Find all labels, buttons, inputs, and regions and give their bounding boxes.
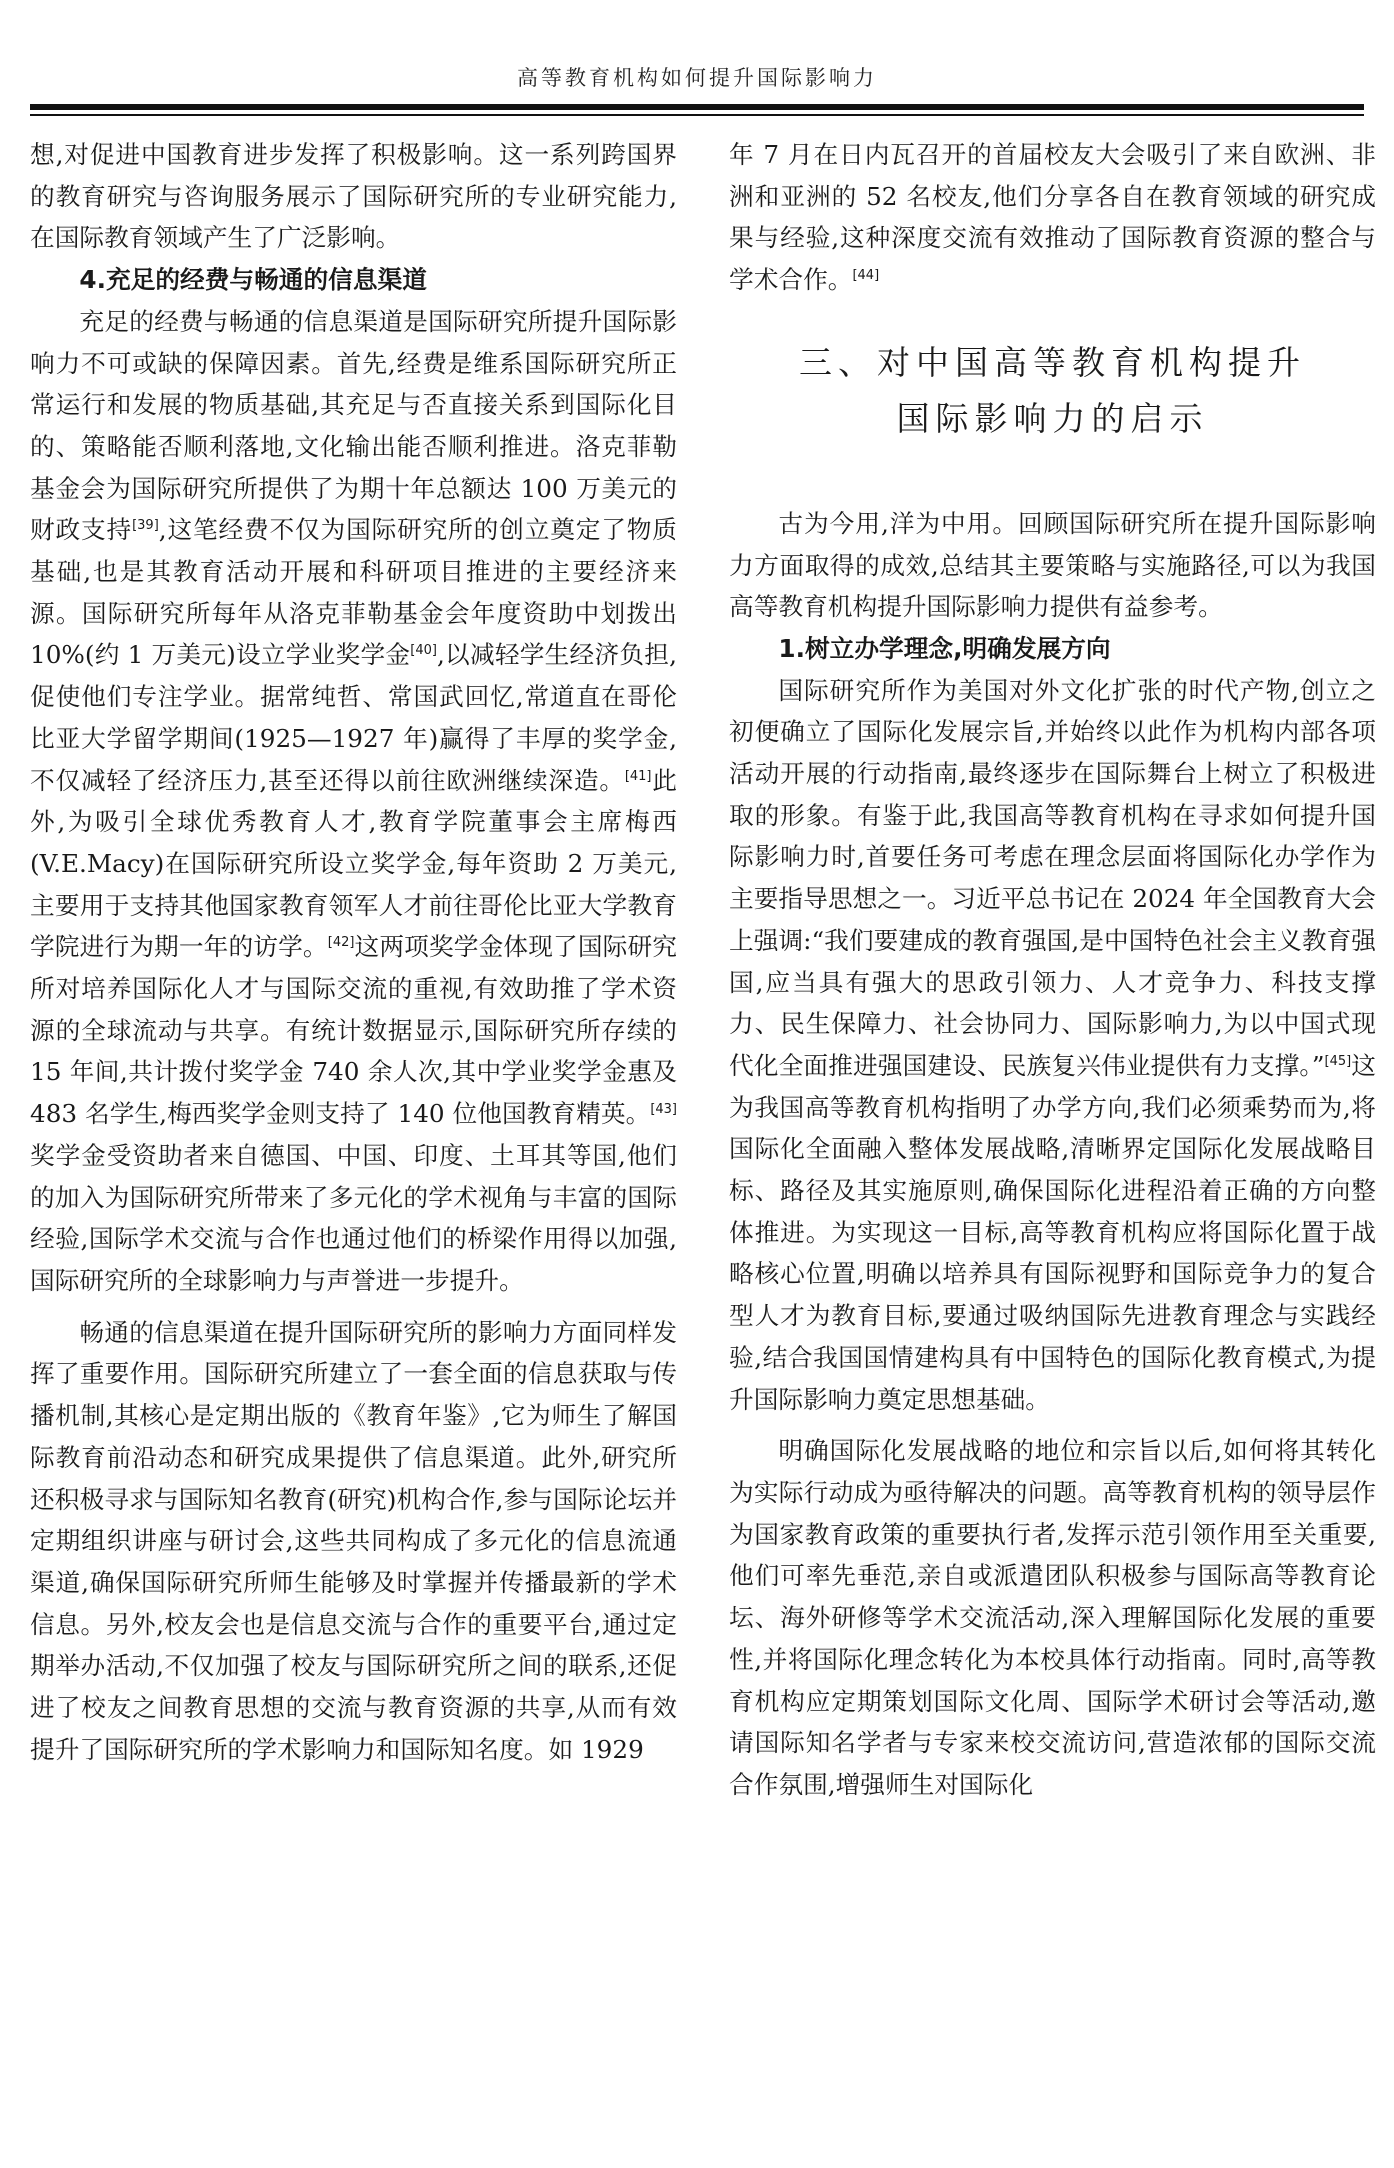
body-paragraph: 年 7 月在日内瓦召开的首届校友大会吸引了来自欧洲、非洲和亚洲的 52 名校友,他们分享各自在教育领域的研究成果与经验,这种深度交流有效推动了国际教育资源的整合与学术合作。[44] (729, 140, 1376, 295)
subsection-heading: 1.树立办学理念,明确发展方向 (778, 633, 1111, 663)
body-paragraph: 畅通的信息渠道在提升国际研究所的影响力方面同样发挥了重要作用。国际研究所建立了一套全面的信息获取与传播机制,其核心是定期出版的《教育年鉴》,它为师生了解国际教育前沿动态和研究成果提供了信息渠道。此外,研究所还积极寻求与国际知名教育(研究)机构合作,参与国际论坛并定期组织讲座与研讨会,这些共同构成了多元化的信息流通渠道,确保国际研究所师生能够及时掌握并传播最新的学术信息。另外,校友会也是信息交流与合作的重要平台,通过定期举办活动,不仅加强了校友与国际研究所之间的联系,还促进了校友之间教育思想的交流与教育资源的共享,从而有效提升了国际研究所的学术影响力和国际知名度。如 1929 (30, 1317, 677, 1764)
citation-ref: [42] (327, 935, 355, 951)
body-paragraph: 想,对促进中国教育进步发挥了积极影响。这一系列跨国界的教育研究与咨询服务展示了国际研究所的专业研究能力,在国际教育领域产生了广泛影响。 (30, 140, 677, 253)
body-paragraph: 国际研究所作为美国对外文化扩张的时代产物,创立之初便确立了国际化发展宗旨,并始终以此作为机构内部各项活动开展的行动指南,最终逐步在国际舞台上树立了积极进取的形象。有鉴于此,我国高等教育机构在寻求如何提升国际影响力时,首要任务可考虑在理念层面将国际化办学作为主要指导思想之一。习近平总书记在 2024 年全国教育大会上强调:“我们要建成的教育强国,是中国特色社会主义教育强国,应当具有强大的思政引领力、人才竞争力、科技支撑力、民生保障力、社会协同力、国际影响力,为以中国式现代化全面推进强国建设、民族复兴伟业提供有力支撑。”[45]这为我国高等教育机构指明了办学方向,我们必须乘势而为,将国际化全面融入整体发展战略,清晰界定国际化发展战略目标、路径及其实施原则,确保国际化进程沿着正确的方向整体推进。为实现这一目标,高等教育机构应将国际化置于战略核心位置,明确以培养具有国际视野和国际竞争力的复合型人才为教育目标,要通过吸纳国际先进教育理念与实践经验,结合我国国情建构具有中国特色的国际化教育模式,为提升国际影响力奠定思想基础。 (729, 675, 1376, 1414)
body-paragraph: 充足的经费与畅通的信息渠道是国际研究所提升国际影响力不可或缺的保障因素。首先,经费是维系国际研究所正常运行和发展的物质基础,其充足与否直接关系到国际化目的、策略能否顺利落地,文化输出能否顺利推进。洛克菲勒基金会为国际研究所提供了为期十年总额达 100 万美元的财政支持[39],这笔经费不仅为国际研究所的创立奠定了物质基础,也是其教育活动开展和科研项目推进的主要经济来源。国际研究所每年从洛克菲勒基金会年度资助中划拨出 10%(约 1 万美元)设立学业奖学金[40],以减轻学生经济负担,促使他们专注学业。据常纯哲、常国武回忆,常道直在哥伦比亚大学留学期间(1925—1927 年)赢得了丰厚的奖学金,不仅减轻了经济压力,甚至还得以前往欧洲继续深造。[41]此外,为吸引全球优秀教育人才,教育学院董事会主席梅西(V.E.Macy)在国际研究所设立奖学金,每年资助 2 万美元,主要用于支持其他国家教育领军人才前往哥伦比亚大学教育学院进行为期一年的访学。[42]这两项奖学金体现了国际研究所对培养国际化人才与国际交流的重视,有效助推了学术资源的全球流动与共享。有统计数据显示,国际研究所存续的 15 年间,共计拨付奖学金 740 余人次,其中学业奖学金惠及 483 名学生,梅西奖学金则支持了 140 位他国教育精英。[43]奖学金受资助者来自德国、中国、印度、土耳其等国,他们的加入为国际研究所带来了多元化的学术视角与丰富的国际经验,国际学术交流与合作也通过他们的桥梁作用得以加强,国际研究所的全球影响力与声誉进一步提升。 (30, 306, 677, 1295)
citation-ref: [40] (410, 643, 437, 659)
citation-ref: [45] (1324, 1053, 1352, 1069)
citation-ref: [44] (852, 267, 880, 283)
running-title: 高等教育机构如何提升国际影响力 (517, 66, 877, 90)
citation-ref: [41] (624, 768, 652, 784)
section-heading (729, 301, 1376, 503)
right-column (729, 134, 1376, 1806)
header-rule-thin (30, 114, 1364, 116)
left-column (30, 134, 677, 1770)
header-rule-thick (30, 104, 1364, 110)
body-paragraph: 古为今用,洋为中用。回顾国际研究所在提升国际影响力方面取得的成效,总结其主要策略与实施路径,可以为我国高等教育机构提升国际影响力提供有益参考。 (729, 508, 1376, 622)
subsection-heading: 4.充足的经费与畅通的信息渠道 (79, 265, 427, 295)
citation-ref: [39] (132, 518, 159, 534)
section-heading-line: 国际影响力的启示 (896, 398, 1209, 438)
section-heading-line: 三、对中国高等教育机构提升 (799, 342, 1306, 382)
citation-ref: [43] (650, 1101, 677, 1117)
body-paragraph: 明确国际化发展战略的地位和宗旨以后,如何将其转化为实际行动成为亟待解决的问题。高等教育机构的领导层作为国家教育政策的重要执行者,发挥示范引领作用至关重要,他们可率先垂范,亲自或派遣团队积极参与国际高等教育论坛、海外研修等学术交流活动,深入理解国际化发展的重要性,并将国际化理念转化为本校具体行动指南。同时,高等教育机构应定期策划国际文化周、国际学术研讨会等活动,邀请国际知名学者与专家来校交流访问,营造浓郁的国际交流合作氛围,增强师生对国际化 (729, 1436, 1376, 1799)
